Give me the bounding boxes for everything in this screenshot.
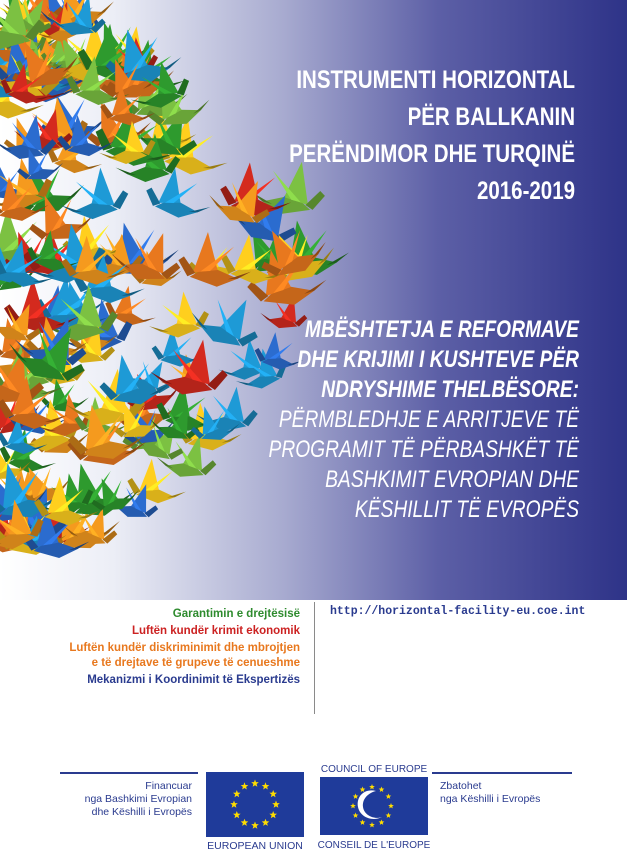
website-link[interactable]: http://horizontal-facility-eu.coe.int bbox=[330, 605, 586, 618]
coe-logo bbox=[320, 777, 428, 835]
theme-line: e të drejtave të grupeve të cenueshme bbox=[91, 657, 300, 669]
cover-title bbox=[247, 62, 575, 210]
funding-line: Financuar bbox=[145, 780, 192, 792]
eu-star-icon bbox=[251, 822, 259, 829]
coe-star-icon bbox=[360, 819, 366, 824]
title-line: INSTRUMENTI HORIZONTAL bbox=[296, 66, 575, 94]
implementation-note bbox=[440, 780, 540, 806]
eu-label: EUROPEAN UNION bbox=[207, 840, 303, 852]
subtitle-bold-line: MBËSHTETJA E REFORMAVE bbox=[304, 316, 579, 343]
eu-star-icon bbox=[272, 801, 280, 808]
theme-justice: Garantimin e drejtësisë bbox=[172, 608, 300, 620]
implementation-line: nga Këshilli i Evropës bbox=[440, 793, 541, 805]
coe-star-icon bbox=[353, 813, 359, 818]
funding-line: nga Bashkimi Evropian bbox=[84, 793, 192, 805]
eu-star-icon bbox=[251, 780, 259, 787]
eu-star-icon bbox=[230, 801, 238, 808]
subtitle-bold-line: NDRYSHIME THELBËSORE: bbox=[321, 376, 579, 403]
eu-star-icon bbox=[262, 782, 270, 789]
eu-flag-logo bbox=[206, 772, 304, 837]
eu-star-icon bbox=[233, 790, 241, 797]
eu-star-icon bbox=[269, 790, 277, 797]
theme-list bbox=[69, 607, 300, 688]
subtitle-line: PËRMBLEDHJE E ARRITJEVE TË bbox=[278, 406, 579, 433]
origami-bird bbox=[41, 378, 90, 414]
coe-emblem-icon bbox=[320, 777, 428, 835]
eu-star-icon bbox=[233, 811, 241, 818]
coe-star-icon bbox=[379, 819, 385, 824]
eu-star-icon bbox=[241, 782, 249, 789]
coe-label-fr: CONSEIL DE L'EUROPE bbox=[317, 840, 431, 851]
theme-economic-crime: Luftën kundër krimit ekonomik bbox=[131, 625, 300, 637]
subtitle-bold-line: DHE KRIJIMI I KUSHTEVE PËR bbox=[297, 346, 579, 373]
coe-star-icon bbox=[369, 784, 375, 789]
title-line: PËR BALLKANIN bbox=[407, 103, 575, 131]
coe-star-icon bbox=[360, 787, 366, 792]
coe-star-icon bbox=[388, 803, 394, 808]
divider-right bbox=[432, 772, 572, 774]
eu-star-icon bbox=[269, 811, 277, 818]
coe-star-icon bbox=[369, 822, 375, 827]
title-line: 2016-2019 bbox=[476, 177, 575, 205]
cover-subtitle bbox=[163, 315, 579, 525]
funding-line: dhe Këshilli i Evropës bbox=[91, 806, 192, 818]
theme-expertise: Mekanizmi i Koordinimit të Ekspertizës bbox=[87, 674, 300, 686]
coe-star-icon bbox=[379, 787, 385, 792]
vertical-divider bbox=[314, 602, 315, 714]
theme-anti-discrimination bbox=[69, 641, 300, 671]
coe-label-en: COUNCIL OF EUROPE bbox=[320, 764, 428, 775]
implementation-line: Zbatohet bbox=[440, 780, 482, 792]
coe-star-icon bbox=[353, 794, 359, 799]
subtitle-line: KËSHILLIT TË EVROPËS bbox=[354, 496, 579, 523]
title-line: PERËNDIMOR DHE TURQINË bbox=[289, 140, 575, 168]
coe-star-icon bbox=[386, 813, 392, 818]
eu-star-icon bbox=[262, 819, 270, 826]
funding-note bbox=[40, 780, 192, 819]
theme-line: Luftën kundër diskriminimit dhe mbrojtjen bbox=[69, 642, 300, 654]
eu-stars-icon bbox=[206, 772, 304, 837]
eu-star-icon bbox=[241, 819, 249, 826]
divider-left bbox=[60, 772, 198, 774]
subtitle-line: BASHKIMIT EVROPIAN DHE bbox=[325, 466, 579, 493]
origami-bird bbox=[55, 163, 132, 224]
coe-star-icon bbox=[386, 794, 392, 799]
subtitle-line: PROGRAMIT TË PËRBASHKËT TË bbox=[268, 436, 579, 463]
coe-star-icon bbox=[350, 803, 356, 808]
